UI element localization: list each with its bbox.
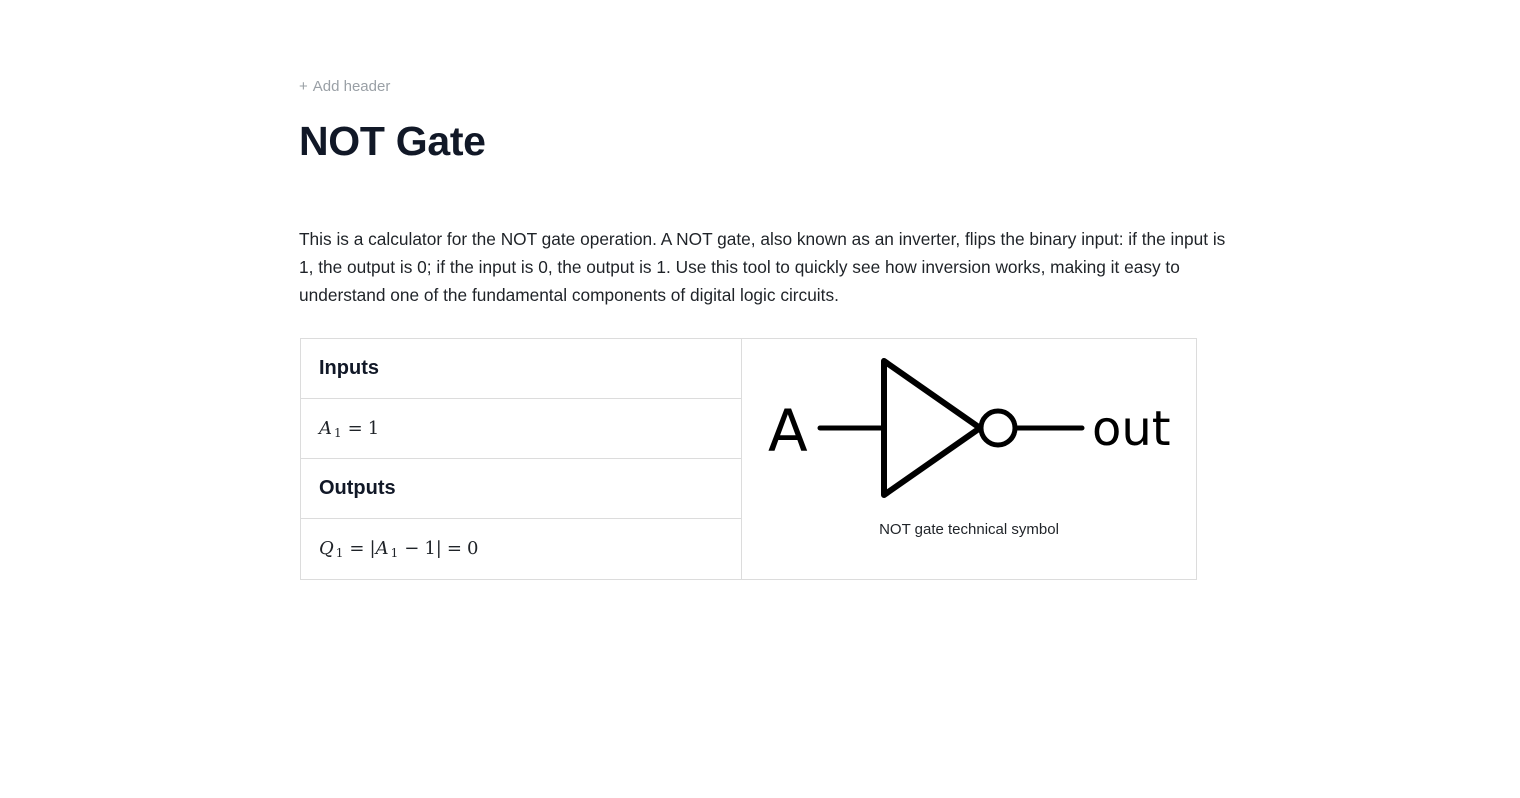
expr-variable: A	[375, 538, 389, 559]
output-q1-formula	[319, 538, 478, 560]
expr-one: 1	[424, 538, 436, 559]
input-row[interactable]	[301, 399, 741, 459]
calculator-widget	[300, 338, 1197, 580]
input-value[interactable]: 1	[367, 417, 380, 439]
add-header-label: Add header	[312, 78, 391, 95]
gate-inversion-bubble	[981, 411, 1015, 445]
diagram-panel	[742, 339, 1196, 579]
gate-output-label: out	[1092, 401, 1171, 457]
add-header-button[interactable]	[299, 78, 390, 95]
output-equals-2: =	[446, 538, 462, 559]
page-title: NOT Gate	[299, 118, 486, 164]
plus-icon: +	[299, 78, 308, 95]
input-a1-field[interactable]	[319, 418, 379, 440]
page-description: This is a calculator for the NOT gate operation. A NOT gate, also known as an inverter, flips the binary input: if the input is 1, the output is 0; if the input is 0, the output is 1. Use this tool to quickly see how inversion works, making it easy to understand one of the fundamental components of digital logic circuits.	[299, 229, 1226, 305]
expr-minus: −	[404, 538, 420, 559]
output-value: 0	[466, 538, 479, 559]
outputs-heading-row	[301, 459, 741, 519]
abs-close: |	[435, 538, 442, 559]
calculator-io-panel	[301, 339, 742, 579]
output-row	[301, 519, 741, 579]
output-subscript: 1	[335, 546, 344, 560]
inputs-heading-row	[301, 339, 741, 399]
input-variable: A	[319, 417, 332, 439]
abs-open: |	[369, 538, 376, 559]
input-subscript: 1	[334, 425, 342, 440]
inputs-heading: Inputs	[319, 357, 379, 379]
output-equals-1: =	[349, 538, 365, 559]
gate-triangle	[884, 361, 980, 495]
output-variable: Q	[319, 538, 334, 559]
diagram-caption: NOT gate technical symbol	[879, 521, 1059, 538]
gate-input-label: A	[768, 397, 808, 465]
input-equals: =	[347, 417, 363, 439]
outputs-heading: Outputs	[319, 477, 396, 499]
not-gate-symbol-icon	[764, 353, 1174, 503]
expr-subscript: 1	[390, 546, 399, 560]
